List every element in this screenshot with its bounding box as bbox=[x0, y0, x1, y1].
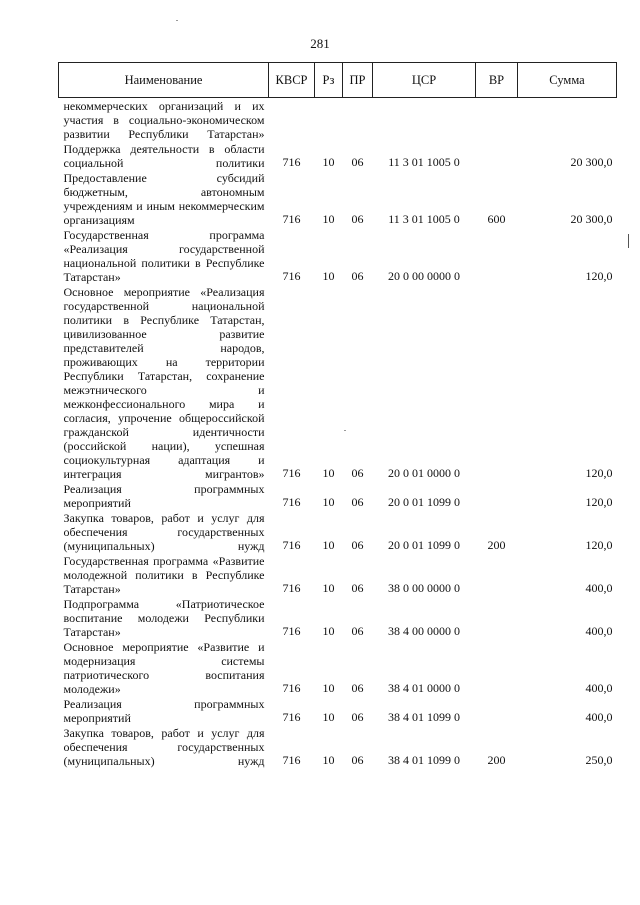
cell-vr bbox=[476, 141, 518, 170]
cell-csr bbox=[373, 98, 476, 142]
cell-kvsr: 716 bbox=[282, 466, 301, 480]
cell-vr bbox=[476, 481, 518, 510]
cell-rz: 10 bbox=[322, 466, 335, 480]
table-row bbox=[59, 481, 617, 510]
header-vr: ВР bbox=[476, 63, 518, 98]
cell-sum: 120,0 bbox=[585, 538, 613, 552]
cell-rz: 10 bbox=[322, 624, 335, 638]
cell-pr: 06 bbox=[351, 710, 364, 724]
cell-csr: 38 4 01 0000 0 bbox=[388, 681, 460, 695]
cell-vr bbox=[476, 227, 518, 284]
header-kvsr: КВСР bbox=[269, 63, 315, 98]
cell-kvsr: 716 bbox=[282, 538, 301, 552]
cell-vr: 200 bbox=[487, 538, 506, 552]
cell-rz: 10 bbox=[322, 212, 335, 226]
table-row bbox=[59, 98, 617, 142]
cell-name: некоммерческих организаций и их участия в социально-экономическом развитии Республики Татарстан» bbox=[63, 99, 265, 141]
header-csr: ЦСР bbox=[373, 63, 476, 98]
table-row bbox=[59, 141, 617, 170]
cell-sum: 120,0 bbox=[585, 495, 613, 509]
cell-csr: 38 4 01 1099 0 bbox=[388, 753, 460, 767]
budget-table bbox=[58, 62, 617, 768]
header-pr: ПР bbox=[343, 63, 373, 98]
cell-kvsr: 716 bbox=[282, 624, 301, 638]
cell-rz: 10 bbox=[322, 155, 335, 169]
table-body bbox=[59, 98, 617, 769]
cell-csr: 38 4 00 0000 0 bbox=[388, 624, 460, 638]
table-row bbox=[59, 639, 617, 696]
cell-sum: 20 300,0 bbox=[570, 212, 613, 226]
cell-pr: 06 bbox=[351, 538, 364, 552]
cell-kvsr: 716 bbox=[282, 269, 301, 283]
cell-vr: 600 bbox=[487, 212, 506, 226]
cell-name: Закупка товаров, работ и услуг для обеспечения государственных (муниципальных) нужд bbox=[63, 726, 265, 768]
cell-pr: 06 bbox=[351, 681, 364, 695]
cell-pr: 06 bbox=[351, 581, 364, 595]
table-row bbox=[59, 725, 617, 768]
cell-pr: 06 bbox=[351, 624, 364, 638]
cell-name: Государственная программа «Реализация государственной национальной политики в Республике Татарстан» bbox=[63, 228, 265, 284]
cell-name: Основное мероприятие «Реализация государственной национальной политики в Республике Татарстан, цивилизованное развитие представителей народов, проживающих на территории Республики Татарстан, сохранение межэтнического и межконфессионального мира и согласия, упрочение общероссийской гражданской идентичности (российской нации), успешная социокультурная адаптация и интеграция мигрантов» bbox=[63, 285, 265, 481]
table-row bbox=[59, 696, 617, 725]
cell-rz: 10 bbox=[322, 269, 335, 283]
cell-pr: 06 bbox=[351, 466, 364, 480]
page-number: 281 bbox=[310, 36, 330, 51]
cell-rz bbox=[315, 98, 343, 142]
cell-csr: 11 3 01 1005 0 bbox=[388, 155, 460, 169]
cell-name: Поддержка деятельности в области социальной политики bbox=[63, 142, 265, 170]
cell-pr: 06 bbox=[351, 269, 364, 283]
cell-kvsr: 716 bbox=[282, 753, 301, 767]
cell-sum: 120,0 bbox=[585, 466, 613, 480]
cell-vr: 200 bbox=[487, 753, 506, 767]
scan-speck bbox=[344, 430, 346, 431]
cell-sum: 120,0 bbox=[585, 269, 613, 283]
cell-kvsr: 716 bbox=[282, 495, 301, 509]
scan-speck bbox=[176, 20, 178, 21]
cell-rz: 10 bbox=[322, 538, 335, 552]
cell-kvsr: 716 bbox=[282, 710, 301, 724]
cell-rz: 10 bbox=[322, 681, 335, 695]
cell-name: Закупка товаров, работ и услуг для обеспечения государственных (муниципальных) нужд bbox=[63, 511, 265, 553]
cell-sum: 20 300,0 bbox=[570, 155, 613, 169]
header-name: Наименование bbox=[59, 63, 269, 98]
cell-pr: 06 bbox=[351, 495, 364, 509]
cell-csr: 20 0 01 1099 0 bbox=[388, 538, 460, 552]
cell-csr: 11 3 01 1005 0 bbox=[388, 212, 460, 226]
cell-pr bbox=[343, 98, 373, 142]
cell-rz: 10 bbox=[322, 495, 335, 509]
table-row bbox=[59, 170, 617, 227]
table-row bbox=[59, 227, 617, 284]
cell-kvsr: 716 bbox=[282, 581, 301, 595]
cell-kvsr bbox=[269, 98, 315, 142]
cell-vr bbox=[476, 696, 518, 725]
cell-csr: 20 0 00 0000 0 bbox=[388, 269, 460, 283]
cell-rz: 10 bbox=[322, 710, 335, 724]
cell-pr: 06 bbox=[351, 753, 364, 767]
cell-name: Государственная программа «Развитие молодежной политики в Республике Татарстан» bbox=[63, 554, 265, 596]
cell-sum: 400,0 bbox=[585, 681, 613, 695]
cell-sum bbox=[518, 98, 617, 142]
cell-kvsr: 716 bbox=[282, 155, 301, 169]
table-row bbox=[59, 596, 617, 639]
header-rz: Рз bbox=[315, 63, 343, 98]
table-header-row bbox=[59, 63, 617, 98]
cell-name: Реализация программных мероприятий bbox=[63, 482, 265, 510]
table-row bbox=[59, 284, 617, 481]
cell-pr: 06 bbox=[351, 212, 364, 226]
cell-vr bbox=[476, 596, 518, 639]
header-sum: Сумма bbox=[518, 63, 617, 98]
cell-kvsr: 716 bbox=[282, 681, 301, 695]
cell-vr bbox=[476, 284, 518, 481]
cell-name: Предоставление субсидий бюджетным, автономным учреждениям и иным некоммерческим организациям bbox=[63, 171, 265, 227]
cell-sum: 400,0 bbox=[585, 710, 613, 724]
cell-rz: 10 bbox=[322, 753, 335, 767]
cell-vr bbox=[476, 98, 518, 142]
cell-sum: 400,0 bbox=[585, 581, 613, 595]
cell-vr bbox=[476, 639, 518, 696]
margin-mark bbox=[628, 234, 629, 248]
cell-pr: 06 bbox=[351, 155, 364, 169]
table-row bbox=[59, 510, 617, 553]
cell-name: Подпрограмма «Патриотическое воспитание молодежи Республики Татарстан» bbox=[63, 597, 265, 639]
cell-vr bbox=[476, 553, 518, 596]
cell-sum: 400,0 bbox=[585, 624, 613, 638]
cell-name: Реализация программных мероприятий bbox=[63, 697, 265, 725]
cell-kvsr: 716 bbox=[282, 212, 301, 226]
cell-csr: 20 0 01 0000 0 bbox=[388, 466, 460, 480]
cell-sum: 250,0 bbox=[585, 753, 613, 767]
table-row bbox=[59, 553, 617, 596]
cell-csr: 20 0 01 1099 0 bbox=[388, 495, 460, 509]
cell-csr: 38 0 00 0000 0 bbox=[388, 581, 460, 595]
cell-csr: 38 4 01 1099 0 bbox=[388, 710, 460, 724]
cell-rz: 10 bbox=[322, 581, 335, 595]
cell-name: Основное мероприятие «Развитие и модернизация системы патриотического воспитания молодежи» bbox=[63, 640, 265, 696]
